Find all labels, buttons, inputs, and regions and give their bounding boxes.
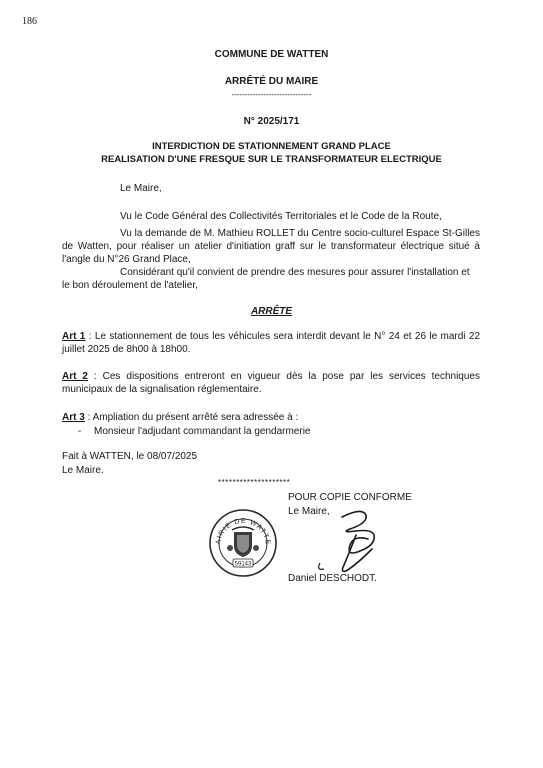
footer-le-maire: Le Maire. [62,465,104,476]
handwritten-signature [310,505,400,582]
arrete-heading: ARRÊTÉ DU MAIRE [224,76,319,87]
article-text: : Ces dispositions entreront en vigueur dès la pose par les services techniques municipaux de la signalisation réglementaire. [62,371,480,395]
commune-heading: COMMUNE DE WATTEN [214,49,329,60]
article-text: : Le stationnement de tous les véhicules sera interdit devant le N° 24 et 26 le mardi 22 juillet 2025 de 8h00 à 18h00. [62,331,480,355]
subject-line-1: INTERDICTION DE STATIONNEMENT GRAND PLACE [152,141,391,152]
seal-icon [208,508,278,578]
subject-line-2: REALISATION D'UNE FRESQUE SUR LE TRANSFORMATEUR ELECTRIQUE [101,154,442,165]
article-label: Art 3 [62,412,85,423]
preamble-considerant: Considérant qu'il convient de prendre des mesures pour assurer l'installation et le bon déroulement de l'atelier, [62,267,470,291]
article-1 [62,330,480,356]
preamble-vu-code: Vu le Code Général des Collectivités Territoriales et le Code de la Route, [120,211,442,222]
heading-rule: ------------------------------ [231,90,312,99]
ampliation-recipient [78,425,310,438]
bullet-dash: - [78,426,82,437]
signatory-name: Daniel DESCHODT. [288,573,377,584]
signature-icon [310,505,400,577]
article-2 [62,370,480,396]
svg-text:MAIRIE DE WATTEN: AIRIE DE WATTE [214,517,272,546]
preamble-le-maire: Le Maire, [120,183,162,194]
article-label: Art 2 [62,371,88,382]
article-label: Art 1 [62,331,86,342]
page-number: 186 [22,16,37,27]
signature-le-maire: Le Maire, [288,506,330,517]
copie-conforme: POUR COPIE CONFORME [288,492,412,503]
separator-stars: ******************** [218,478,291,487]
article-3 [62,411,480,424]
svg-text:59143: 59143 [234,561,252,568]
mairie-seal [208,508,278,583]
preamble-vu-demande: Vu la demande de M. Mathieu ROLLET du Centre socio-culturel Espace St-Gilles de Watten, pour réaliser un atelier d'initiation graff sur le transformateur électrique situé à l'angle du N°26 Grand Place, [62,228,480,265]
fait-a-date: Fait à WATTEN, le 08/07/2025 [62,451,198,462]
article-text: : Ampliation du présent arrêté sera adressée à : [84,412,299,423]
arrete-title: ARRÊTE [250,306,293,317]
arrete-number: N° 2025/171 [243,116,300,127]
recipient-text: Monsieur l'adjudant commandant la gendarmerie [94,426,311,437]
